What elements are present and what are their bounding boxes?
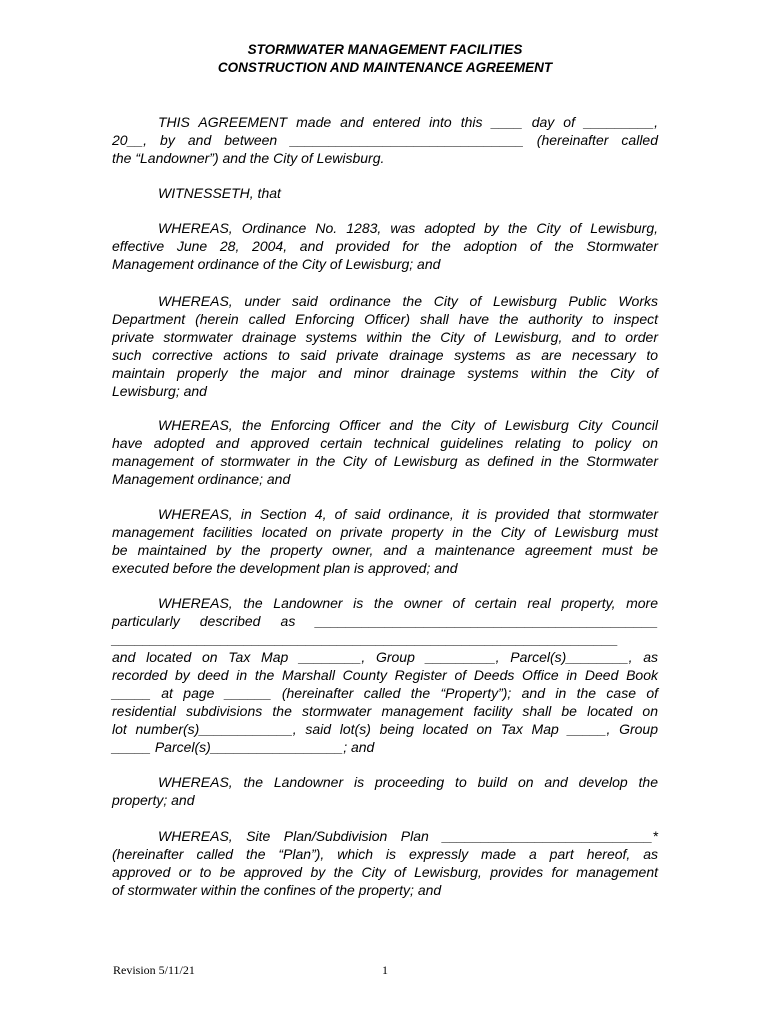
paragraph-line: and located on Tax Map ________, Group _________, Parcel(s)________, as: [112, 649, 658, 665]
paragraph-whereas-develop: [112, 773, 658, 809]
paragraph-line: residential subdivisions the stormwater management facility shall be located on: [112, 703, 658, 719]
paragraph-line: WHEREAS, under said ordinance the City of Lewisburg Public Works: [158, 293, 658, 309]
paragraph-whereas-guidelines: [112, 416, 658, 488]
paragraph-whereas-section-4: [112, 505, 658, 577]
paragraph-line: Management ordinance; and: [112, 471, 291, 487]
paragraph-line: such corrective actions to said private drainage systems as are necessary to: [112, 347, 658, 363]
paragraph-line: have adopted and approved certain technical guidelines relating to policy on: [112, 435, 658, 451]
paragraph-line: _____ at page ______ (hereinafter called the “Property”); and in the case of: [112, 685, 658, 701]
paragraph-line: the “Landowner”) and the City of Lewisburg.: [112, 150, 385, 166]
paragraph-line: WHEREAS, Ordinance No. 1283, was adopted by the City of Lewisburg,: [158, 220, 658, 236]
paragraph-line: private stormwater drainage systems within the City of Lewisburg, and to order: [112, 329, 658, 345]
paragraph-line: lot number(s)____________, said lot(s) being located on Tax Map _____, Group: [112, 721, 658, 737]
paragraph-whereas-site-plan: [112, 827, 658, 899]
paragraph-line: of stormwater within the confines of the property; and: [112, 882, 442, 898]
paragraph-line: management of stormwater in the City of Lewisburg as defined in the Stormwater: [112, 453, 658, 469]
paragraph-witnesseth: [112, 184, 658, 202]
paragraph-line: _____ Parcel(s)_________________; and: [112, 739, 375, 755]
paragraph-line: THIS AGREEMENT made and entered into this ____ day of _________,: [158, 114, 658, 130]
paragraph-line: particularly described as ____________________________________________: [112, 613, 658, 629]
paragraph-line: executed before the development plan is approved; and: [112, 560, 458, 576]
paragraph-line: effective June 28, 2004, and provided for the adoption of the Stormwater: [112, 238, 658, 254]
paragraph-line: recorded by deed in the Marshall County Register of Deeds Office in Deed Book: [112, 667, 658, 683]
paragraph-line: approved or to be approved by the City of Lewisburg, provides for management: [112, 864, 658, 880]
footer-page-number: 1: [382, 963, 388, 977]
paragraph-line: maintain properly the major and minor drainage systems within the City of: [112, 365, 658, 381]
paragraph-agreement-intro: [112, 113, 658, 167]
paragraph-line: be maintained by the property owner, and a maintenance agreement must be: [112, 542, 658, 558]
paragraph-line: Lewisburg; and: [112, 383, 207, 399]
paragraph-line: Management ordinance of the City of Lewisburg; and: [112, 256, 441, 272]
paragraph-line: WHEREAS, the Enforcing Officer and the City of Lewisburg City Council: [158, 417, 658, 433]
paragraph-line: WITNESSETH, that: [158, 185, 281, 201]
paragraph-line: WHEREAS, the Landowner is the owner of certain real property, more: [158, 595, 658, 611]
paragraph-line: WHEREAS, Site Plan/Subdivision Plan ___________________________*: [158, 828, 658, 844]
footer-revision: Revision 5/11/21: [113, 963, 195, 977]
paragraph-line: _________________________________________________________________: [112, 631, 619, 647]
paragraph-whereas-property: [112, 594, 658, 756]
paragraph-line: WHEREAS, in Section 4, of said ordinance, it is provided that stormwater: [158, 506, 658, 522]
paragraph-line: (hereinafter called the “Plan”), which is expressly made a part hereof, as: [112, 846, 658, 862]
paragraph-line: 20__, by and between ______________________________ (hereinafter called: [112, 132, 658, 148]
paragraph-line: Department (herein called Enforcing Officer) shall have the authority to inspect: [112, 311, 658, 327]
paragraph-whereas-ordinance: [112, 219, 658, 273]
paragraph-line: WHEREAS, the Landowner is proceeding to build on and develop the: [158, 774, 658, 790]
paragraph-line: management facilities located on private property in the City of Lewisburg must: [112, 524, 658, 540]
document-title-line-1: STORMWATER MANAGEMENT FACILITIES: [247, 42, 523, 57]
document-title-line-2: CONSTRUCTION AND MAINTENANCE AGREEMENT: [217, 60, 553, 75]
paragraph-whereas-enforcing-officer: [112, 292, 658, 400]
paragraph-line: property; and: [112, 792, 195, 808]
